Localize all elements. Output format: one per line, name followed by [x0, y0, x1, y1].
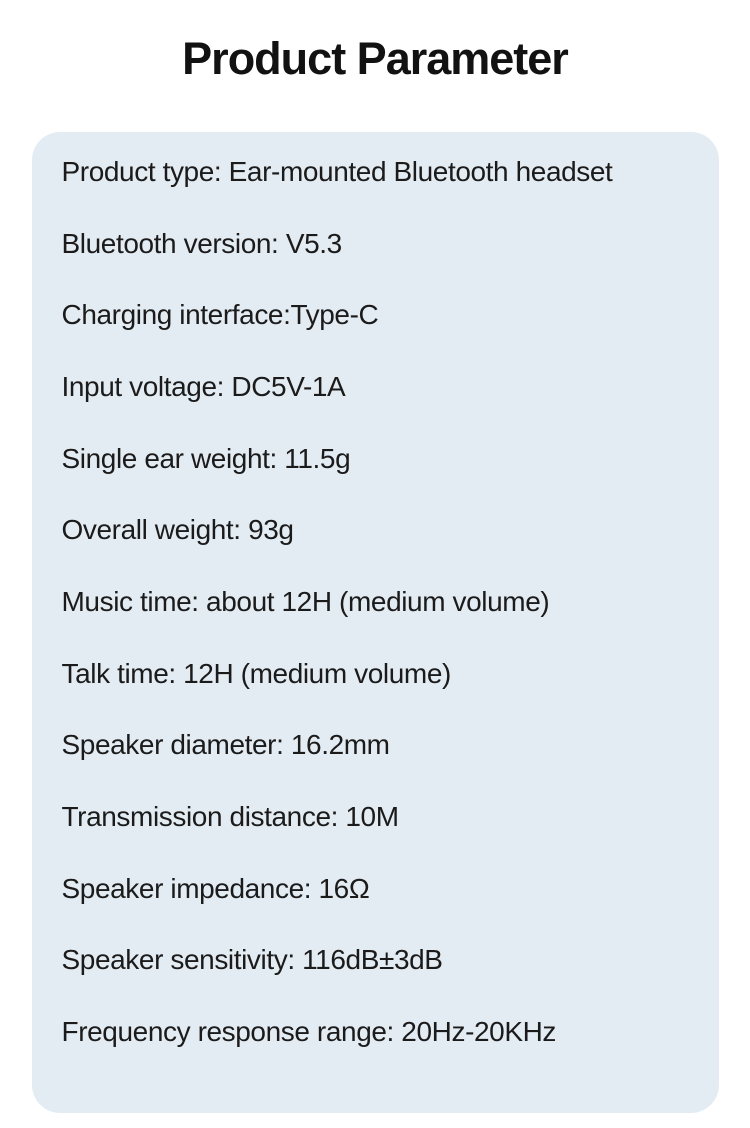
spec-text: Frequency response range: 20Hz-20KHz: [61, 1016, 557, 1048]
spec-row-product-type: [62, 136, 695, 208]
spec-row-charging-interface: [62, 279, 695, 351]
spec-text: Speaker sensitivity: 116dB±3dB: [61, 944, 443, 976]
spec-row-bluetooth-version: [62, 208, 695, 280]
spec-row-input-voltage: [62, 351, 695, 423]
spec-text: Product type: Ear-mounted Bluetooth headset: [61, 155, 613, 187]
spec-text: Charging interface:Type-C: [61, 299, 379, 331]
spec-row-frequency-response: [62, 996, 695, 1068]
spec-text: Single ear weight: 11.5g: [61, 442, 351, 474]
spec-text: Input voltage: DC5V-1A: [61, 370, 346, 402]
spec-text: Music time: about 12H (medium volume): [61, 585, 550, 617]
spec-text: Bluetooth version: V5.3: [61, 227, 342, 259]
spec-row-overall-weight: [62, 494, 695, 566]
spec-text: Overall weight: 93g: [61, 514, 294, 546]
spec-text: Talk time: 12H (medium volume): [61, 657, 451, 689]
spec-text: Transmission distance: 10M: [61, 801, 399, 833]
spec-row-single-ear-weight: [62, 423, 695, 495]
spec-text: Speaker diameter: 16.2mm: [61, 729, 390, 761]
spec-row-talk-time: [62, 638, 695, 710]
spec-row-speaker-sensitivity: [62, 925, 695, 997]
spec-row-speaker-impedance: [62, 853, 695, 925]
page-title: Product Parameter: [182, 33, 568, 84]
spec-row-music-time: [62, 566, 695, 638]
spec-row-transmission-distance: [62, 781, 695, 853]
spec-row-speaker-diameter: [62, 710, 695, 782]
parameter-card: [32, 132, 719, 1113]
spec-text: Speaker impedance: 16Ω: [61, 872, 370, 904]
